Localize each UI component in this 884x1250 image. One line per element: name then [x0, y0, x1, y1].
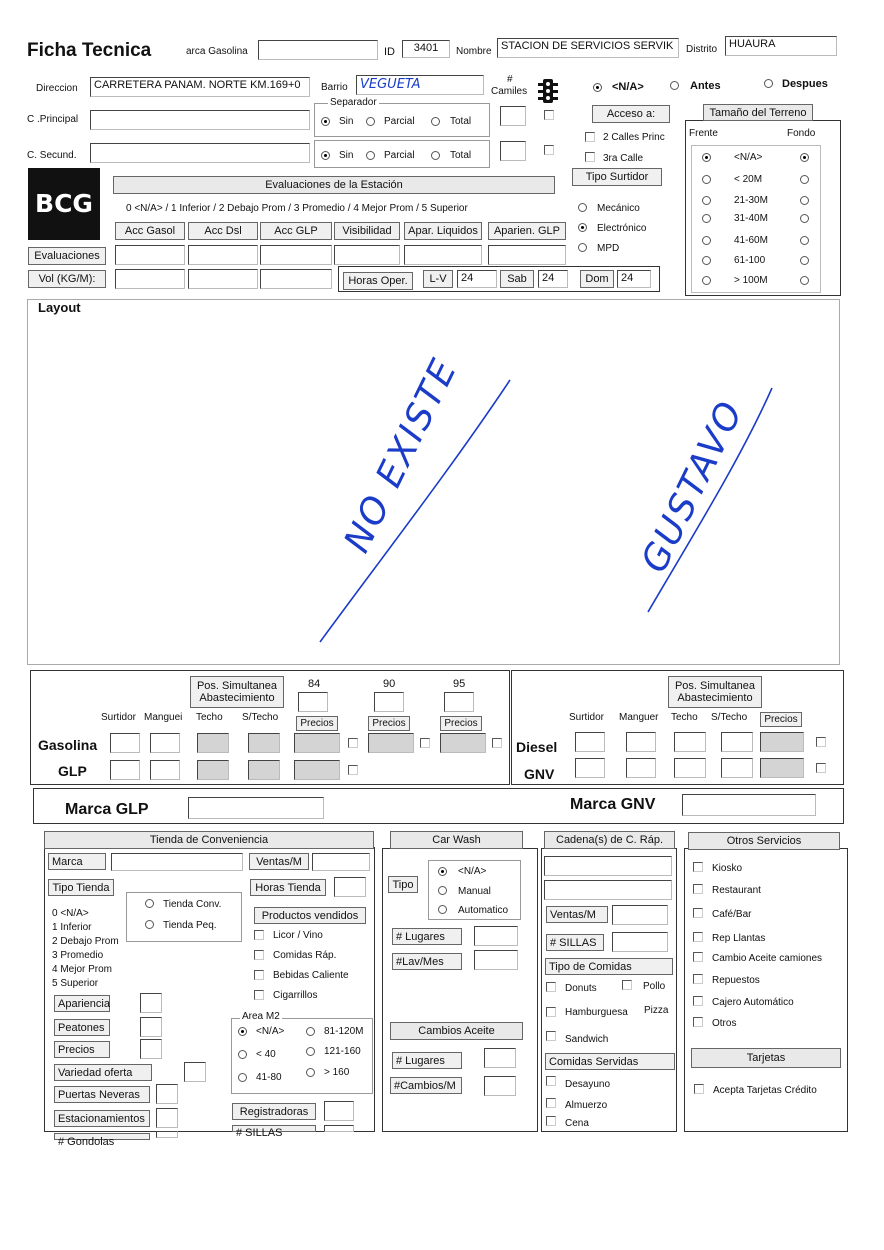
horas-tienda-field[interactable] [334, 877, 366, 897]
marca-glp-field[interactable] [188, 797, 324, 819]
cambios-title: Cambios Aceite [390, 1022, 523, 1040]
cena-label: Cena [565, 1118, 589, 1129]
nombre-label: Nombre [456, 46, 492, 57]
horas-tienda-button[interactable]: Horas Tienda [250, 879, 326, 896]
terreno-option-label-0: <N/A> [734, 152, 763, 163]
barrio-field[interactable]: VEGUETA [356, 75, 484, 95]
c-secund-label: C. Secund. [27, 150, 77, 161]
c-principal-field[interactable] [90, 110, 310, 130]
marca-gnv-field[interactable] [682, 794, 816, 816]
camiles-principal-field[interactable] [500, 106, 526, 126]
area-radio-5[interactable] [306, 1068, 315, 1077]
carwash-auto-label: Automatico [458, 905, 509, 916]
col-manguera-right: Manguer [619, 712, 659, 723]
terreno-frente-label: Frente [689, 128, 718, 139]
producto-check-3[interactable] [254, 990, 264, 1000]
col-manguera-left: Manguei [144, 712, 183, 723]
marca-glp-label: Marca GLP [65, 801, 149, 818]
octane-90-label: 90 [383, 678, 396, 690]
terreno-fondo-radio-4[interactable] [800, 236, 809, 245]
eval-field-0[interactable] [115, 245, 185, 265]
otros-check-4[interactable] [693, 952, 703, 962]
terreno-fondo-radio-3[interactable] [800, 214, 809, 223]
area-label-0: <N/A> [256, 1026, 285, 1037]
area-label-3: 81-120M [324, 1026, 364, 1037]
evaluaciones-scale: 0 <N/A> / 1 Inferior / 2 Debajo Prom / 3 Promedio / 4 Mejor Prom / 5 Superior [126, 203, 468, 214]
carwash-na-radio[interactable] [438, 867, 447, 876]
terreno-option-label-5: 61-100 [734, 255, 766, 266]
eval-button-3[interactable]: Visibilidad [334, 222, 400, 240]
cambios-m-button[interactable]: #Cambios/M [390, 1077, 462, 1094]
surtidor-mecanico-radio[interactable] [578, 203, 587, 212]
otros-check-1[interactable] [693, 884, 703, 894]
distrito-label: Distrito [686, 44, 718, 55]
octane-95-label: 95 [453, 678, 466, 690]
direccion-label: Direccion [36, 83, 78, 94]
camiles-hash: # [507, 74, 513, 85]
diesel-label: Diesel [516, 739, 558, 755]
terreno-frente-radio-1[interactable] [702, 175, 711, 184]
tarjetas-title: Tarjetas [691, 1048, 841, 1068]
carwash-manual-radio[interactable] [438, 886, 447, 895]
carwash-lugares-field[interactable] [474, 926, 518, 946]
tienda-estacionamientos-field[interactable] [156, 1108, 178, 1128]
producto-label-1: Comidas Ráp. [273, 950, 337, 961]
cadena-sillas-button[interactable]: # SILLAS [546, 934, 604, 951]
marca-gasolina-field[interactable] [258, 40, 378, 60]
tienda-scale-item-2: 2 Debajo Prom [52, 936, 119, 947]
eval-field-1[interactable] [188, 245, 258, 265]
horas-oper-button[interactable]: Horas Oper. [343, 272, 413, 290]
col-surtidor-right: Surtidor [569, 712, 605, 723]
otros-check-0[interactable] [693, 862, 703, 872]
dom-field[interactable]: 24 [617, 270, 651, 288]
sep1-sin-radio[interactable] [321, 117, 330, 126]
eval-field-3[interactable] [334, 245, 400, 265]
tienda-ventas-button[interactable]: Ventas/M [249, 853, 309, 870]
tienda-scale-item-0: 0 <N/A> [52, 908, 89, 919]
diesel-precio-check[interactable] [816, 737, 826, 747]
col-surtidor-left: Surtidor [101, 712, 137, 723]
registradoras-button[interactable]: Registradoras [232, 1103, 316, 1120]
area-label-5: > 160 [324, 1067, 350, 1078]
gasolina-manguera-field[interactable] [150, 733, 180, 753]
tienda-puertas-button[interactable]: Puertas Neveras [54, 1086, 150, 1103]
area-label-1: < 40 [256, 1049, 276, 1060]
diesel-precio-field[interactable] [760, 732, 804, 752]
period-despues-radio[interactable] [764, 79, 773, 88]
sab-field[interactable]: 24 [538, 270, 568, 288]
layout-title: Layout [38, 300, 81, 315]
surtidor-mpd-label: MPD [597, 243, 620, 254]
area-label-4: 121-160 [324, 1046, 361, 1057]
vol-button[interactable]: Vol (KG/M): [28, 270, 106, 288]
tienda-precios-field[interactable] [140, 1039, 162, 1059]
sep1-total-label: Total [450, 116, 472, 127]
cadena-sillas-field[interactable] [612, 932, 668, 952]
pos-84-field[interactable] [298, 692, 328, 712]
terreno-option-label-4: 41-60M [734, 235, 768, 246]
terreno-fondo-radio-5[interactable] [800, 256, 809, 265]
col-techo-left: Techo [196, 712, 223, 723]
acceso-3racalle-check[interactable] [585, 152, 595, 162]
precios-95-button[interactable]: Precios [440, 716, 482, 731]
tipo-comidas-button[interactable]: Tipo de Comidas [545, 958, 673, 975]
tienda-variedad-field[interactable] [184, 1062, 206, 1082]
handwritten-slash-2 [640, 380, 780, 620]
terreno-option-label-6: > 100M [734, 275, 768, 286]
pollo-label: Pollo [643, 981, 666, 992]
tienda-gondolas-button[interactable]: # Gondolas [54, 1133, 150, 1140]
dom-button[interactable]: Dom [580, 270, 614, 288]
glp-precio-field-0[interactable] [294, 760, 340, 780]
sep2-sin-label: Sin [339, 150, 354, 161]
octane-84-label: 84 [308, 678, 321, 690]
tienda-peatones-button[interactable]: Peatones [54, 1019, 110, 1036]
area-label-2: 41-80 [256, 1072, 282, 1083]
surtidor-electronico-label: Electrónico [597, 223, 647, 234]
glp-label: GLP [58, 763, 87, 779]
donuts-check[interactable] [546, 982, 556, 992]
traffic-light-icon [537, 78, 559, 104]
sep1-parcial-radio[interactable] [366, 117, 375, 126]
terreno-fondo-label: Fondo [787, 128, 816, 139]
precios-84-button[interactable]: Precios [296, 716, 338, 731]
gnv-precio-check[interactable] [816, 763, 826, 773]
gnv-label: GNV [524, 766, 555, 782]
terreno-option-label-1: < 20M [734, 174, 763, 185]
terreno-fondo-radio-1[interactable] [800, 175, 809, 184]
handwritten-slash-1 [300, 370, 530, 650]
otros-check-7[interactable] [693, 1017, 703, 1027]
gasolina-precio-field-1[interactable] [368, 733, 414, 753]
col-stecho-right: S/Techo [711, 712, 748, 723]
precios-90-button[interactable]: Precios [368, 716, 410, 731]
eval-button-5[interactable]: Aparien. GLP [488, 222, 566, 240]
gnv-manguera-field[interactable] [626, 758, 656, 778]
evaluaciones-title: Evaluaciones de la Estación [113, 176, 555, 194]
otros-check-5[interactable] [693, 974, 703, 984]
tienda-scale-item-3: 3 Promedio [52, 950, 104, 961]
barrio-label: Barrio [321, 82, 348, 93]
gnv-surtidor-field[interactable] [575, 758, 605, 778]
producto-label-2: Bebidas Caliente [273, 970, 349, 981]
eval-field-4[interactable] [404, 245, 482, 265]
acceso-2calles-check[interactable] [585, 132, 595, 142]
direccion-field[interactable]: CARRETERA PANAM. NORTE KM.169+0 [90, 77, 310, 97]
tienda-ventas-field[interactable] [312, 853, 370, 871]
carwash-tipo-button[interactable]: Tipo [388, 876, 418, 893]
vol-field-2[interactable] [260, 269, 332, 289]
diesel-manguera-field[interactable] [626, 732, 656, 752]
donuts-label: Donuts [565, 983, 597, 994]
lv-field[interactable]: 24 [457, 270, 497, 288]
area-label: Area M2 [242, 1011, 280, 1022]
cadena-title: Cadena(s) de C. Ráp. [544, 831, 675, 849]
sep2-sin-radio[interactable] [321, 151, 330, 160]
pos-95-field[interactable] [444, 692, 474, 712]
c-principal-label: C .Principal [27, 114, 79, 125]
sep1-total-radio[interactable] [431, 117, 440, 126]
eval-field-2[interactable] [260, 245, 332, 265]
almuerzo-label: Almuerzo [565, 1100, 608, 1111]
pizza-label: Pizza [644, 1005, 669, 1016]
glp-stecho-field[interactable] [248, 760, 280, 780]
carwash-na-label: <N/A> [458, 866, 487, 877]
tienda-precios-button[interactable]: Precios [54, 1041, 110, 1058]
gnv-precio-field[interactable] [760, 758, 804, 778]
otros-check-3[interactable] [693, 932, 703, 942]
sep1-sin-label: Sin [339, 116, 354, 127]
cambios-m-field[interactable] [484, 1076, 516, 1096]
otros-title: Otros Servicios [688, 832, 840, 850]
terreno-frente-radio-5[interactable] [702, 256, 711, 265]
tienda-marca-field[interactable] [111, 853, 243, 871]
eval-button-2[interactable]: Acc GLP [260, 222, 332, 240]
tienda-puertas-field[interactable] [156, 1084, 178, 1104]
gasolina-precio-check-2[interactable] [492, 738, 502, 748]
period-antes-radio[interactable] [670, 81, 679, 90]
camiles-secund-check[interactable] [544, 145, 554, 155]
producto-label-3: Cigarrillos [273, 990, 318, 1001]
terreno-frente-radio-0[interactable] [702, 153, 711, 162]
terreno-fondo-radio-2[interactable] [800, 196, 809, 205]
gasolina-precio-field-2[interactable] [440, 733, 486, 753]
gnv-stecho-field[interactable] [721, 758, 753, 778]
cadena-field-1[interactable] [544, 856, 672, 876]
carwash-lav-button[interactable]: #Lav/Mes [392, 953, 462, 970]
handwritten-no-existe: NO EXISTE [336, 351, 466, 560]
tienda-peq-radio[interactable] [145, 920, 154, 929]
period-despues-label: Despues [782, 78, 828, 90]
producto-check-2[interactable] [254, 970, 264, 980]
glp-techo-field[interactable] [197, 760, 229, 780]
gasolina-techo-field[interactable] [197, 733, 229, 753]
carwash-lav-field[interactable] [474, 950, 518, 970]
sep1-parcial-label: Parcial [384, 116, 415, 127]
productos-button[interactable]: Productos vendidos [254, 907, 366, 924]
surtidor-electronico-radio[interactable] [578, 223, 587, 232]
eval-button-1[interactable]: Acc Dsl [188, 222, 258, 240]
area-radio-4[interactable] [306, 1047, 315, 1056]
diesel-surtidor-field[interactable] [575, 732, 605, 752]
carwash-manual-label: Manual [458, 886, 491, 897]
otros-label-5: Repuestos [712, 975, 760, 986]
eval-button-0[interactable]: Acc Gasol [115, 222, 185, 240]
tienda-estacionamientos-button[interactable]: Estacionamientos [54, 1110, 150, 1127]
otros-check-2[interactable] [693, 908, 703, 918]
eval-field-5[interactable] [488, 245, 566, 265]
gasolina-precio-check-0[interactable] [348, 738, 358, 748]
area-radio-3[interactable] [306, 1027, 315, 1036]
separador-label: Separador [330, 97, 377, 108]
carwash-lugares-button[interactable]: # Lugares [392, 928, 462, 945]
tienda-scale-item-4: 4 Mejor Prom [52, 964, 113, 975]
gnv-techo-field[interactable] [674, 758, 706, 778]
camiles-principal-check[interactable] [544, 110, 554, 120]
pos-sim-right-button[interactable]: Pos. Simultanea Abastecimiento [668, 676, 762, 708]
sep2-total-radio[interactable] [431, 151, 440, 160]
otros-label-3: Rep Llantas [712, 933, 766, 944]
tienda-apariencia-field[interactable] [140, 993, 162, 1013]
tienda-gondolas-field[interactable] [156, 1131, 178, 1138]
tienda-conv-radio[interactable] [145, 899, 154, 908]
terreno-option-label-2: 21-30M [734, 195, 768, 206]
marca-gasolina-label: arca Gasolina [186, 46, 248, 57]
c-secund-field[interactable] [90, 143, 310, 163]
cadena-ventas-button[interactable]: Ventas/M [546, 906, 608, 923]
producto-check-1[interactable] [254, 950, 264, 960]
vol-field-1[interactable] [188, 269, 258, 289]
tienda-title: Tienda de Conveniencia [44, 831, 374, 849]
col-stecho-left: S/Techo [242, 712, 279, 723]
otros-label-1: Restaurant [712, 885, 761, 896]
period-na-radio[interactable] [593, 83, 602, 92]
area-radio-0[interactable] [238, 1027, 247, 1036]
cadena-ventas-field[interactable] [612, 905, 668, 925]
otros-label-6: Cajero Automático [712, 997, 794, 1008]
bcg-logo: BCG [28, 168, 100, 240]
page-title: Ficha Tecnica [27, 40, 152, 61]
distrito-field[interactable]: HUAURA [725, 36, 837, 56]
nombre-field[interactable]: STACION DE SERVICIOS SERVIK [497, 38, 679, 58]
tienda-conv-label: Tienda Conv. [163, 899, 222, 910]
vol-field-0[interactable] [115, 269, 185, 289]
tipo-tienda-button[interactable]: Tipo Tienda [48, 879, 114, 896]
tienda-scale-item-1: 1 Inferior [52, 922, 92, 933]
gasolina-stecho-field[interactable] [248, 733, 280, 753]
gasolina-label: Gasolina [38, 737, 98, 753]
pollo-check[interactable] [622, 980, 632, 990]
sep2-parcial-radio[interactable] [366, 151, 375, 160]
terreno-frente-radio-6[interactable] [702, 276, 711, 285]
terreno-title: Tamaño del Terreno [703, 104, 813, 121]
id-label: ID [384, 46, 395, 58]
tienda-peq-label: Tienda Peq. [163, 920, 217, 931]
acepta-tarjetas-label: Acepta Tarjetas Crédito [713, 1085, 817, 1096]
marca-gnv-label: Marca GNV [570, 796, 656, 813]
pos-90-field[interactable] [374, 692, 404, 712]
gasolina-precio-check-1[interactable] [420, 738, 430, 748]
col-techo-right: Techo [671, 712, 698, 723]
terreno-fondo-radio-0[interactable] [800, 153, 809, 162]
carwash-title: Car Wash [390, 831, 523, 849]
otros-check-6[interactable] [693, 996, 703, 1006]
otros-label-2: Café/Bar [712, 909, 752, 920]
glp-surtidor-field[interactable] [110, 760, 140, 780]
surtidor-mecanico-label: Mecánico [597, 203, 640, 214]
glp-precio-check-0[interactable] [348, 765, 358, 775]
desayuno-check[interactable] [546, 1076, 556, 1086]
eval-button-4[interactable]: Apar. Liquidos [404, 222, 482, 240]
sep2-parcial-label: Parcial [384, 150, 415, 161]
period-antes-label: Antes [690, 80, 721, 92]
surtidor-mpd-radio[interactable] [578, 243, 587, 252]
hamburguesa-label: Hamburguesa [565, 1007, 628, 1018]
cena-check[interactable] [546, 1116, 556, 1126]
area-radio-1[interactable] [238, 1050, 247, 1059]
tipo-surtidor-button[interactable]: Tipo Surtidor [572, 168, 662, 186]
cambios-lugares-field[interactable] [484, 1048, 516, 1068]
acceso-button[interactable]: Acceso a: [592, 105, 670, 123]
diesel-stecho-field[interactable] [721, 732, 753, 752]
tienda-sillas-field[interactable] [324, 1125, 354, 1132]
comidas-servidas-button[interactable]: Comidas Servidas [545, 1053, 675, 1070]
pos-sim-left-button[interactable]: Pos. Simultanea Abastecimiento [190, 676, 284, 708]
evaluaciones-button[interactable]: Evaluaciones [28, 247, 106, 265]
sab-button[interactable]: Sab [500, 270, 534, 288]
terreno-fondo-radio-6[interactable] [800, 276, 809, 285]
acepta-tarjetas-check[interactable] [694, 1084, 704, 1094]
otros-label-7: Otros [712, 1018, 737, 1029]
glp-manguera-field[interactable] [150, 760, 180, 780]
carwash-auto-radio[interactable] [438, 905, 447, 914]
almuerzo-check[interactable] [546, 1098, 556, 1108]
tienda-sillas-button[interactable]: # SILLAS [232, 1125, 316, 1132]
camiles-label: Camiles [491, 86, 528, 97]
area-radio-2[interactable] [238, 1073, 247, 1082]
terreno-frente-radio-3[interactable] [702, 214, 711, 223]
otros-label-0: Kiosko [712, 863, 743, 874]
otros-label-4: Cambio Aceite camiones [712, 953, 823, 964]
lv-button[interactable]: L-V [423, 270, 453, 288]
desayuno-label: Desayuno [565, 1079, 611, 1090]
precios-right-button[interactable]: Precios [760, 712, 802, 727]
tienda-marca-button[interactable]: Marca [48, 853, 106, 870]
id-field[interactable]: 3401 [402, 40, 450, 58]
cambios-lugares-button[interactable]: # Lugares [392, 1052, 462, 1069]
cadena-field-2[interactable] [544, 880, 672, 900]
producto-label-0: Licor / Vino [273, 930, 323, 941]
terreno-option-label-3: 31-40M [734, 213, 768, 224]
sandwich-label: Sandwich [565, 1034, 609, 1045]
sep2-total-label: Total [450, 150, 472, 161]
producto-check-0[interactable] [254, 930, 264, 940]
acceso-2calles-label: 2 Calles Princ [603, 132, 665, 143]
tienda-scale-item-5: 5 Superior [52, 978, 99, 989]
tienda-apariencia-button[interactable]: Apariencia [54, 995, 110, 1012]
acceso-3racalle-label: 3ra Calle [603, 153, 644, 164]
camiles-secund-field[interactable] [500, 141, 526, 161]
sandwich-check[interactable] [546, 1031, 556, 1041]
terreno-frente-radio-2[interactable] [702, 196, 711, 205]
tienda-peatones-field[interactable] [140, 1017, 162, 1037]
diesel-techo-field[interactable] [674, 732, 706, 752]
gasolina-precio-field-0[interactable] [294, 733, 340, 753]
gasolina-surtidor-field[interactable] [110, 733, 140, 753]
period-na-label: <N/A> [612, 81, 644, 93]
handwritten-gustavo: GUSTAVO [633, 394, 752, 579]
terreno-frente-radio-4[interactable] [702, 236, 711, 245]
hamburguesa-check[interactable] [546, 1007, 556, 1017]
tienda-variedad-button[interactable]: Variedad oferta [54, 1064, 152, 1081]
registradoras-field[interactable] [324, 1101, 354, 1121]
